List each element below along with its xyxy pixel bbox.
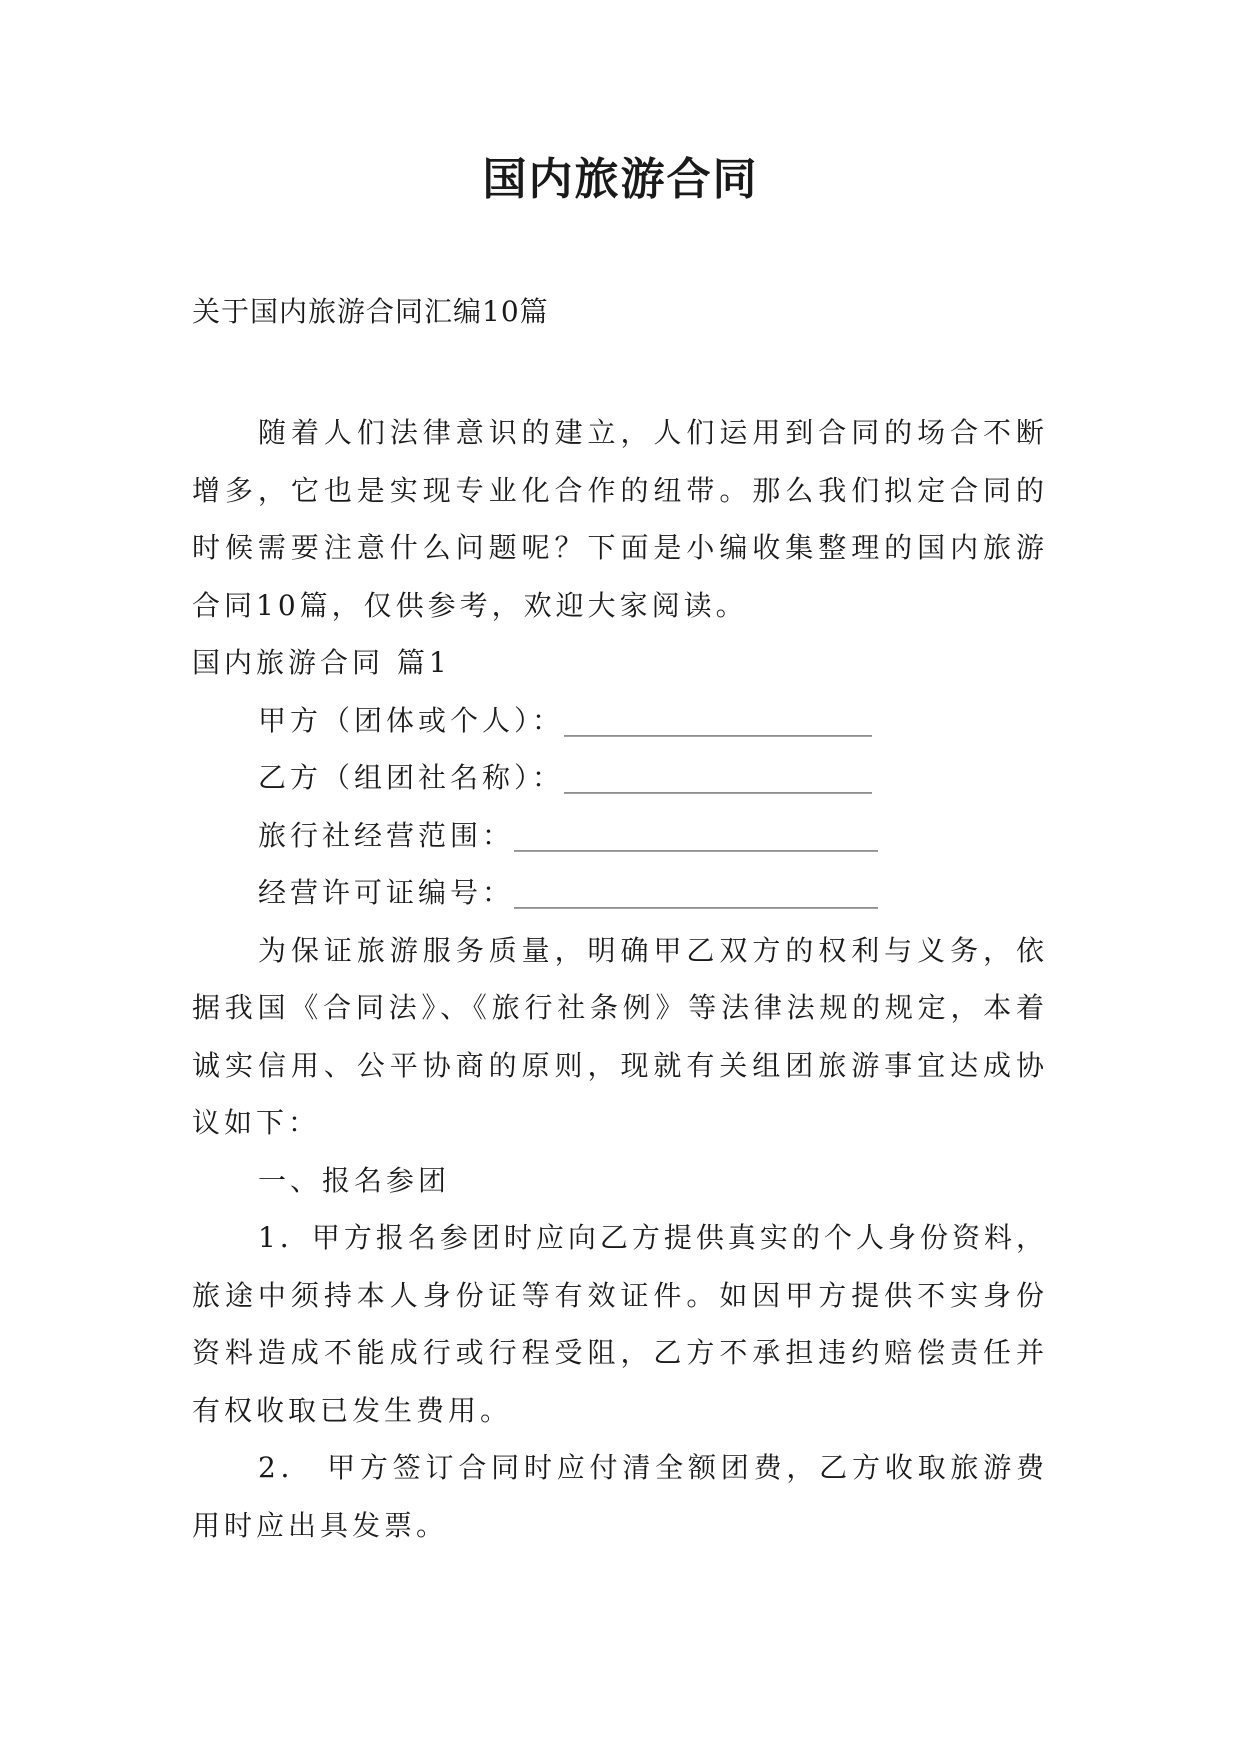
field-label: 乙方（组团社名称）： — [258, 761, 565, 794]
fill-blank: __________________________ — [514, 876, 879, 909]
field-party-b — [192, 749, 1048, 807]
field-license-number — [192, 864, 1048, 922]
document-body — [192, 404, 1048, 1554]
clause-2: 2． 甲方签订合同时应付清全额团费，乙方收取旅游费用时应出具发票。 — [192, 1451, 1048, 1542]
field-party-a — [192, 692, 1048, 750]
section-heading: 国内旅游合同 篇1 — [192, 646, 451, 679]
fill-blank: ______________________ — [564, 761, 873, 794]
field-label: 旅行社经营范围： — [258, 818, 515, 852]
article-heading: 一、报名参团 — [258, 1163, 451, 1197]
intro-paragraph: 随着人们法律意识的建立，人们运用到合同的场合不断增多，它也是实现专业化合作的纽带。那么我们拟定合同的时候需要注意什么问题呢？下面是小编收集整理的国内旅游合同10篇，仅供参考，欢迎大家阅读。 — [192, 416, 1048, 622]
clause-1: 1．甲方报名参团时应向乙方提供真实的个人身份资料，旅途中须持本人身份证等有效证件。如因甲方提供不实身份资料造成不能成行或行程受阻，乙方不承担违约赔偿责任并有权收取已发生费用。 — [192, 1221, 1048, 1427]
fill-blank: ______________________ — [564, 703, 873, 737]
field-business-scope — [192, 807, 1048, 865]
document-title: 国内旅游合同 — [482, 154, 759, 205]
document-subtitle: 关于国内旅游合同汇编10篇 — [192, 295, 549, 328]
fill-blank: __________________________ — [514, 818, 879, 852]
purpose-paragraph: 为保证旅游服务质量，明确甲乙双方的权利与义务，依据我国《合同法》、《旅行社条例》等法律法规的规定，本着诚实信用、公平协商的原则，现就有关组团旅游事宜达成协议如下： — [192, 933, 1048, 1139]
field-label: 甲方（团体或个人）： — [258, 703, 565, 737]
field-label: 经营许可证编号： — [258, 876, 515, 909]
